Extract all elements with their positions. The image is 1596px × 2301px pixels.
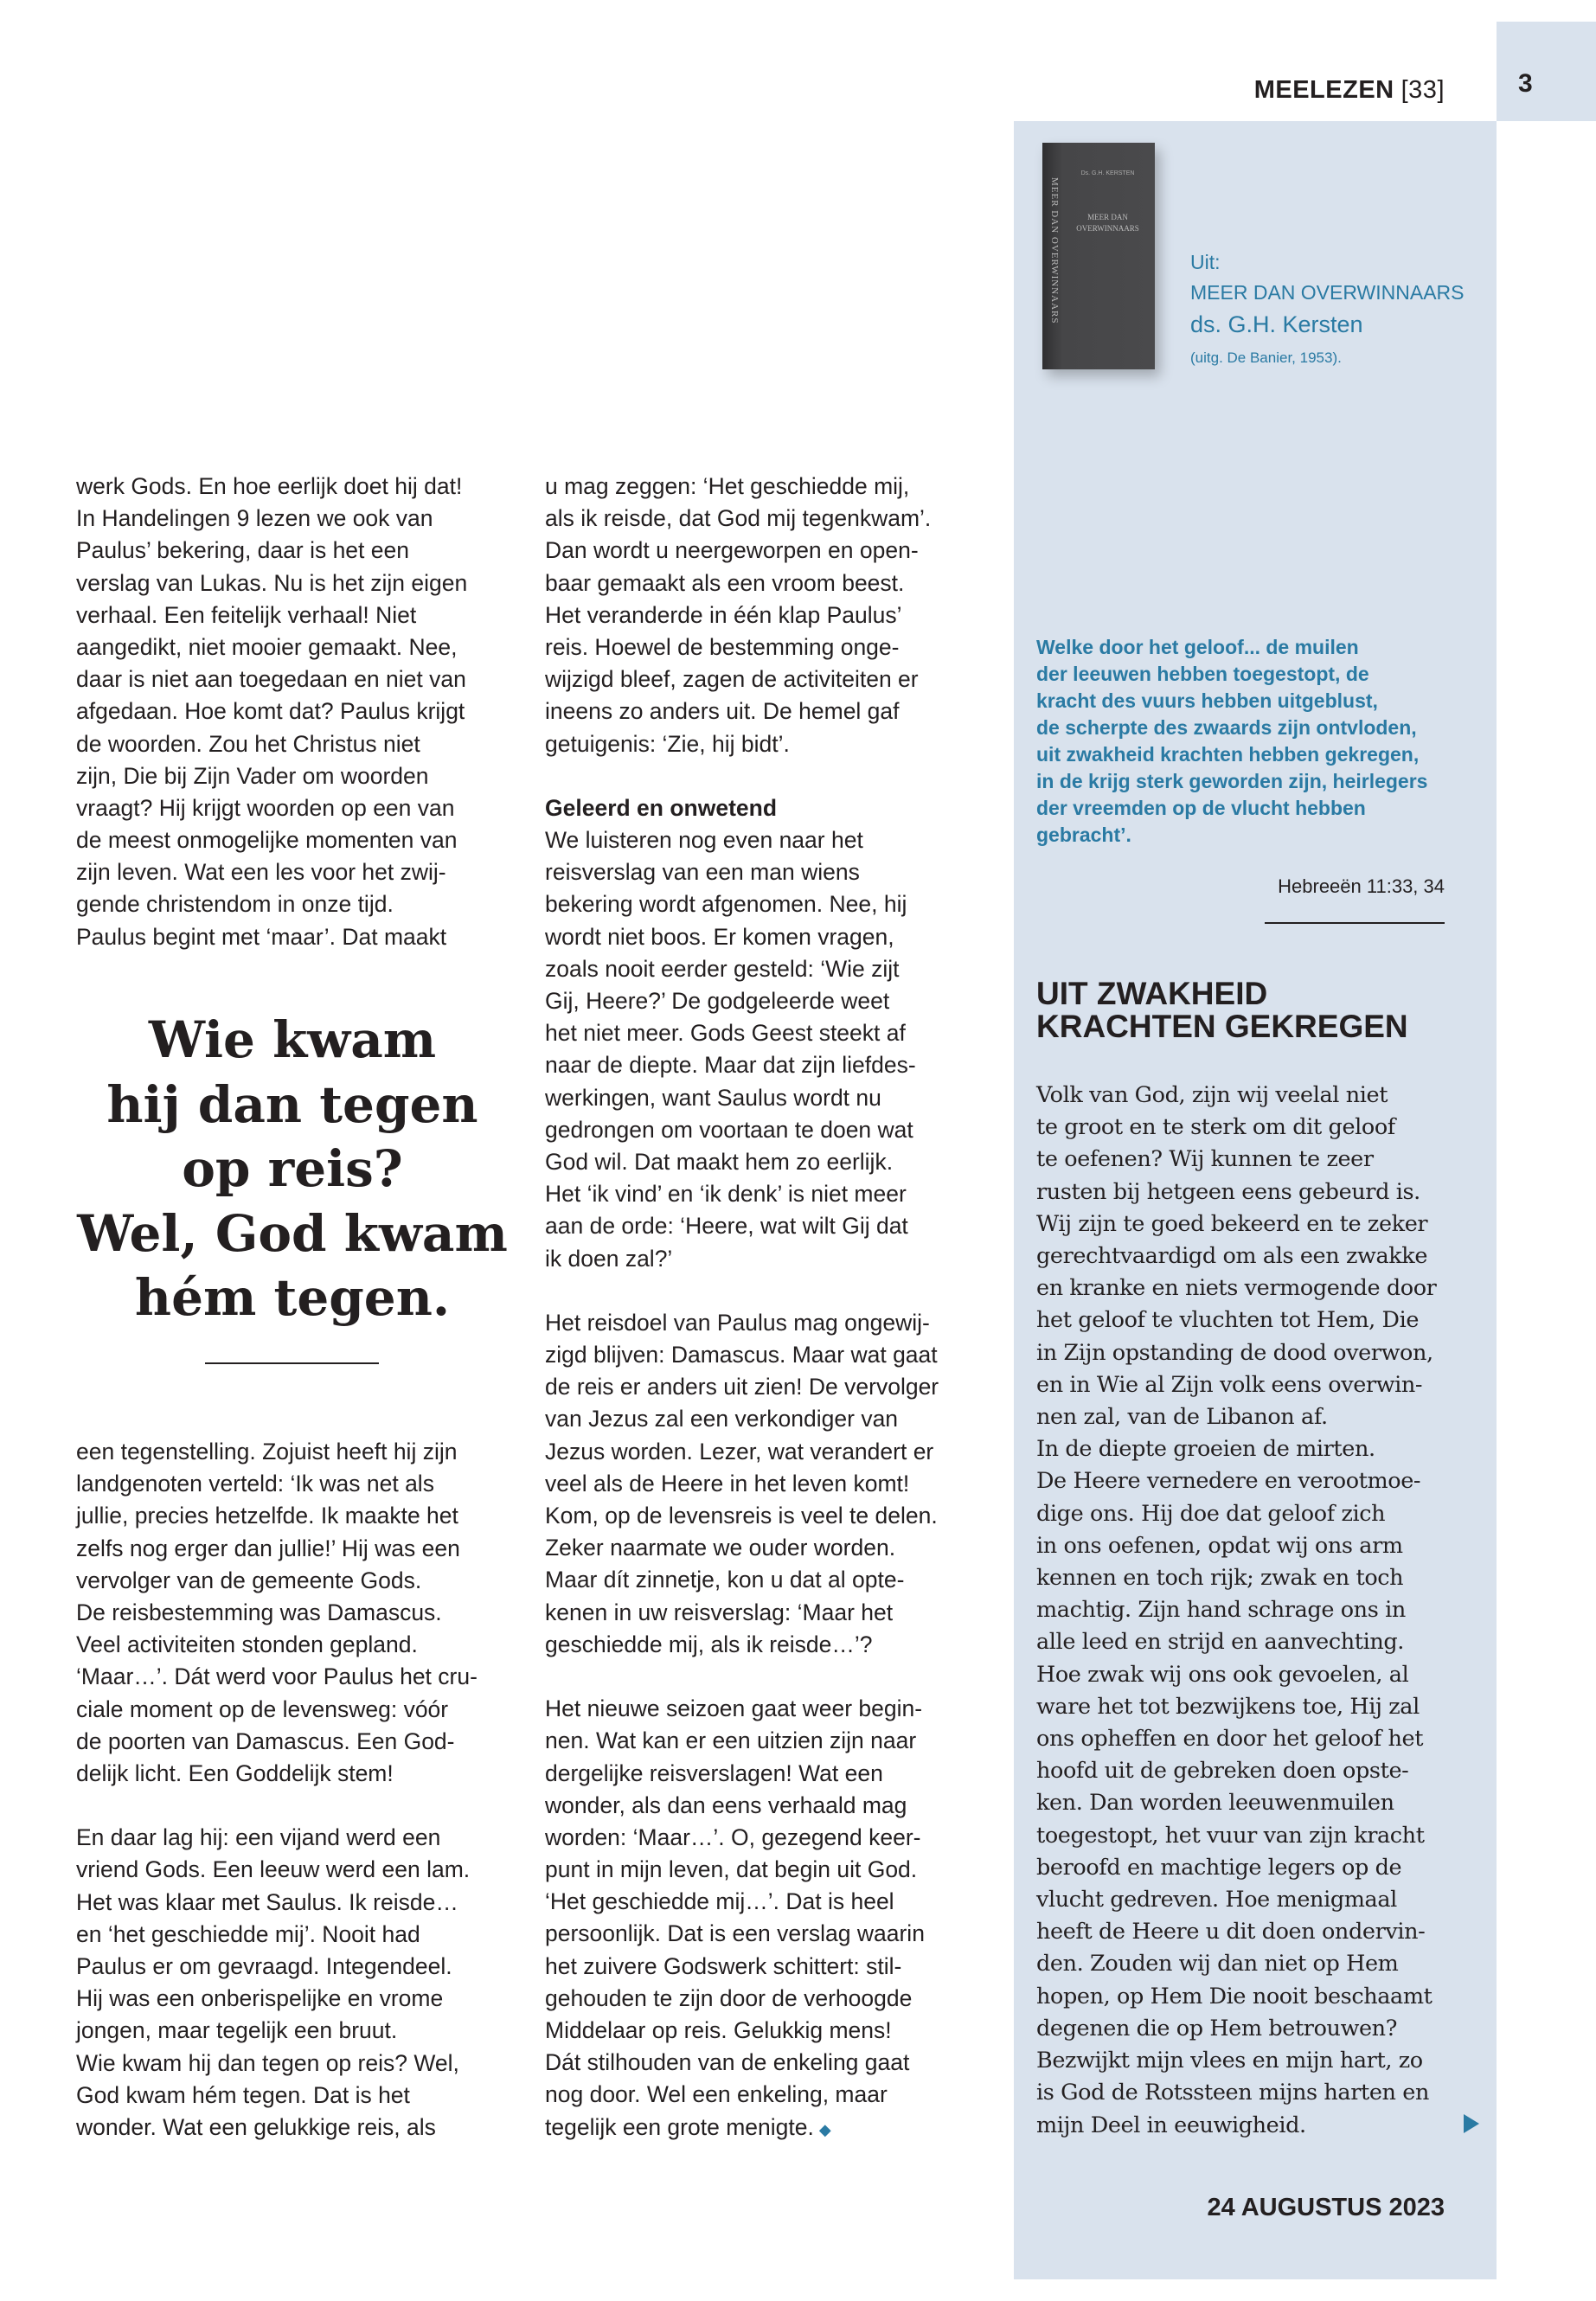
text-line: Hij was een onberispelijke en vrome — [76, 1985, 444, 2012]
bible-reference: Hebreeën 11:33, 34 — [1278, 875, 1445, 897]
text-line: heeft de Heere u dit doen ondervin- — [1036, 1919, 1426, 1945]
text-line: Dát stilhouden van de enkeling gaat — [545, 2049, 910, 2076]
blank-line — [545, 760, 939, 792]
text-line: Het reisdoel van Paulus mag ongewij- — [545, 1309, 930, 1336]
text-line: het niet meer. Gods Geest steekt af — [545, 1020, 906, 1047]
text-line: en kranke en niets vermogende door — [1036, 1275, 1437, 1302]
column1-text-bottom — [76, 1436, 478, 2144]
text-line: Wie kwam — [148, 1010, 437, 1069]
text-line: afgedaan. Hoe komt dat? Paulus krijgt — [76, 698, 465, 725]
text-line: en in Wie al Zijn volk eens overwin- — [1036, 1371, 1423, 1398]
text-line: ware het tot bezwijkens toe, Hij zal — [1036, 1693, 1420, 1720]
text-line: rusten bij hetgeen eens gebeurd is. — [1036, 1178, 1420, 1205]
text-line: gende christendom in onze tijd. — [76, 891, 394, 918]
text-line: Volk van God, zijn wij veelal niet — [1036, 1082, 1388, 1108]
text-line: van Jezus zal een verkondiger van — [545, 1406, 899, 1433]
text-line: aan de orde: ‘Heere, wat wilt Gij dat — [545, 1213, 908, 1240]
text-line: zelfs nog erger dan jullie!’ Hij was een — [76, 1535, 460, 1561]
text-line: Welke door het geloof... de muilen — [1036, 636, 1359, 658]
text-line: op reis? — [182, 1139, 403, 1199]
text-line: Paulus’ bekering, daar is het een — [76, 537, 409, 564]
text-line: gedrongen om voortaan te doen wat — [545, 1116, 913, 1143]
text-line: kenen in uw reisverslag: ‘Maar het — [545, 1599, 894, 1625]
page-number-tab — [1497, 22, 1596, 121]
text-line: als ik reisde, dat God mij tegenkwam’. — [545, 505, 932, 532]
text-line: Veel activiteiten stonden gepland. — [76, 1631, 418, 1658]
text-line: Paulus begint met ‘maar’. Dat maakt — [76, 923, 447, 950]
text-line: alle leed en strijd en aanvechting. — [1036, 1629, 1405, 1656]
subheading: Geleerd en onwetend — [545, 794, 778, 821]
text-line: Gij, Heere?’ De godgeleerde weet — [545, 988, 890, 1014]
text-line: tegelijk een grote menigte. ◆ — [545, 2113, 831, 2140]
text-line: Jezus worden. Lezer, wat verandert er — [545, 1438, 934, 1465]
text-line: Dan wordt u neergeworpen en open- — [545, 537, 919, 564]
continue-arrow-icon — [1464, 2114, 1479, 2133]
text-line: Kom, op de levensreis is veel te delen. — [545, 1503, 938, 1529]
text-line: wordt niet boos. Er komen vragen, — [545, 923, 894, 950]
text-line: gebracht’. — [1036, 824, 1131, 846]
text-line: vlucht gedreven. Hoe menigmaal — [1036, 1887, 1397, 1913]
book-title: MEER DAN OVERWINNAARS — [1190, 281, 1465, 304]
sidebar-article-body — [1036, 1080, 1436, 2142]
text-line: Maar dít zinnetje, kon u dat al opte- — [545, 1567, 905, 1593]
text-line: Bezwijkt mijn vlees en mijn hart, zo — [1036, 2048, 1423, 2074]
text-line: kennen en toch rijk; zwak en toch — [1036, 1565, 1404, 1592]
divider — [1265, 922, 1445, 924]
text-line: en ‘het geschiedde mij’. Nooit had — [76, 1920, 420, 1947]
text-line: verslag van Lukas. Nu is het zijn eigen — [76, 569, 468, 596]
text-line: te oefenen? Wij kunnen te zeer — [1036, 1146, 1374, 1173]
text-line: veel als de Heere in het leven komt! — [545, 1470, 910, 1497]
text-line: zijn leven. Wat een les voor het zwij- — [76, 859, 446, 886]
text-line: punt in mijn leven, dat begin uit God. — [545, 1856, 918, 1883]
text-line: een tegenstelling. Zojuist heeft hij zijn — [76, 1439, 458, 1465]
text-line: dergelijke reisverslagen! Wat een — [545, 1759, 883, 1786]
text-line: Het was klaar met Saulus. Ik reisde… — [76, 1888, 458, 1915]
text-line: werkingen, want Saulus wordt nu — [545, 1084, 881, 1111]
text-line: de poorten van Damascus. Een God- — [76, 1727, 455, 1754]
text-line: jullie, precies hetzelfde. Ik maakte het — [76, 1503, 458, 1529]
text-line: de reis er anders uit zien! De vervolger — [545, 1374, 939, 1400]
text-line: der vreemden op de vlucht hebben — [1036, 797, 1366, 819]
text-line: degenen die op Hem betrouwen? — [1036, 2015, 1397, 2041]
column1-text-top — [76, 471, 467, 953]
section-title: MEELEZEN — [1253, 76, 1394, 104]
text-line: der leeuwen hebben toegestopt, de — [1036, 663, 1369, 685]
text-line: delijk licht. Een Goddelijk stem! — [76, 1759, 394, 1786]
text-line: wonder. Wat een gelukkige reis, als — [76, 2113, 436, 2140]
text-line: vriend Gods. Een leeuw werd een lam. — [76, 1856, 471, 1883]
text-line: reis. Hoewel de bestemming onge- — [545, 633, 900, 660]
text-line: den. Zouden wij dan niet op Hem — [1036, 1951, 1399, 1977]
text-line: nen zal, van de Libanon af. — [1036, 1404, 1328, 1431]
text-line: Hoe zwak wij ons ook gevoelen, al — [1036, 1661, 1409, 1688]
text-line: nog door. Wel een enkeling, maar — [545, 2081, 888, 2108]
blank-line — [545, 1275, 939, 1307]
text-line: baar gemaakt als een vroom beest. — [545, 569, 905, 596]
text-line: Wel, God kwam — [77, 1203, 508, 1263]
text-line: God kwam hém tegen. Dat is het — [76, 2081, 410, 2108]
text-line: landgenoten verteld: ‘Ik was net als — [76, 1471, 434, 1497]
sidebar-heading — [1036, 977, 1408, 1043]
text-line: KRACHTEN GEKREGEN — [1036, 1009, 1408, 1044]
text-line: het zuivere Godswerk schittert: stil- — [545, 1952, 902, 1979]
text-line: verhaal. Een feitelijk verhaal! Niet — [76, 601, 417, 628]
text-line: vraagt? Hij krijgt woorden op een van — [76, 794, 455, 821]
running-header — [1254, 76, 1445, 105]
book-spine-text: MEER DAN OVERWINNAARS — [1049, 177, 1060, 324]
issue-date: 24 AUGUSTUS 2023 — [1207, 2194, 1445, 2221]
text-line: beroofd en machtige legers op de — [1036, 1854, 1402, 1881]
text-line: geschiedde mij, als ik reisde…’? — [545, 1631, 873, 1657]
blank-line — [545, 1661, 939, 1693]
text-line: machtig. Zijn hand schrage ons in — [1036, 1597, 1406, 1624]
text-line: de scherpte des zwaards zijn ontvloden, — [1036, 716, 1417, 739]
text-line: vervolger van de gemeente Gods. — [76, 1567, 422, 1593]
text-line: is God de Rotssteen mijns harten en — [1036, 2080, 1430, 2106]
text-line: wonder, als dan eens verhaald mag — [545, 1791, 907, 1818]
text-line: En daar lag hij: een vijand werd een — [76, 1824, 441, 1851]
text-line: ons opheffen en door het geloof het — [1036, 1726, 1424, 1753]
source-label: Uit: — [1190, 251, 1221, 273]
text-line: kracht des vuurs hebben uitgeblust, — [1036, 689, 1378, 712]
text-line: Het nieuwe seizoen gaat weer begin- — [545, 1695, 923, 1722]
book-cover-title: MEER DAN OVERWINNAARS — [1076, 213, 1139, 233]
text-line: hopen, op Hem Die nooit beschaamt — [1036, 1983, 1433, 2009]
text-line: in ons oefenen, opdat wij ons arm — [1036, 1532, 1403, 1559]
book-cover-author: Ds. G.H. KERSTEN — [1080, 170, 1135, 176]
text-line: UIT ZWAKHEID — [1036, 976, 1268, 1011]
pull-quote-divider — [205, 1362, 379, 1364]
text-line: daar is niet aan toegedaan en niet van — [76, 666, 466, 693]
text-line: u mag zeggen: ‘Het geschiedde mij, — [545, 473, 910, 499]
text-line: Middelaar op reis. Gelukkig mens! — [545, 2017, 892, 2043]
issue-number: [33] — [1401, 76, 1445, 104]
text-line: te groot en te sterk om dit geloof — [1036, 1114, 1395, 1141]
text-line: zoals nooit eerder gesteld: ‘Wie zijt — [545, 955, 900, 982]
column2-text — [545, 471, 939, 2144]
text-line: uit zwakheid krachten hebben gekregen, — [1036, 743, 1420, 766]
book-publisher: (uitg. De Banier, 1953). — [1190, 349, 1342, 366]
text-line: ‘Maar…’. Dát werd voor Paulus het cru- — [76, 1663, 478, 1690]
text-line: Wie kwam hij dan tegen op reis? Wel, — [76, 2049, 459, 2076]
text-line: gehouden te zijn door de verhoogde — [545, 1984, 913, 2011]
text-line: aangedikt, niet mooier gemaakt. Nee, — [76, 633, 458, 660]
text-line: reisverslag van een man wiens — [545, 859, 860, 886]
text-line: het geloof te vluchten tot Hem, Die — [1036, 1307, 1420, 1334]
text-line: We luisteren nog even naar het — [545, 827, 863, 854]
text-line: ‘Het geschiedde mij…’. Dat is heel — [545, 1888, 894, 1915]
text-line: worden: ‘Maar…’. O, gezegend keer- — [545, 1823, 921, 1850]
text-line: wijzigd bleef, zagen de activiteiten er — [545, 666, 919, 693]
text-line: hoofd uit de gebreken doen opste- — [1036, 1758, 1409, 1785]
text-line: de meest onmogelijke momenten van — [76, 827, 458, 854]
text-line: Paulus er om gevraagd. Integendeel. — [76, 1953, 452, 1979]
text-line: De reisbestemming was Damascus. — [76, 1599, 442, 1625]
text-line: jongen, maar tegelijk een bruut. — [76, 2017, 398, 2044]
text-line: mijn Deel in eeuwigheid. — [1036, 2112, 1306, 2138]
column2-part-a — [545, 471, 939, 792]
column2-part-b — [545, 824, 939, 2144]
text-line: naar de diepte. Maar dat zijn liefdes- — [545, 1052, 916, 1079]
text-line: hij dan tegen — [106, 1074, 478, 1134]
pull-quote — [76, 1008, 509, 1330]
text-line: in de krijg sterk geworden zijn, heirlegers — [1036, 770, 1428, 792]
text-line: ken. Dan worden leeuwenmuilen — [1036, 1790, 1394, 1817]
book-author: ds. G.H. Kersten — [1190, 311, 1363, 337]
text-line: nen. Wat kan er een uitzien zijn naar — [545, 1727, 917, 1754]
text-line: bekering wordt afgenomen. Nee, hij — [545, 891, 907, 918]
text-line: De Heere vernedere en verootmoe- — [1036, 1468, 1421, 1495]
text-line: zijn, Die bij Zijn Vader om woorden — [76, 762, 429, 789]
text-line: zigd blijven: Damascus. Maar wat gaat — [545, 1342, 938, 1368]
text-line: dige ons. Hij doe dat geloof zich — [1036, 1500, 1386, 1527]
text-line: God wil. Dat maakt hem zo eerlijk. — [545, 1148, 894, 1175]
text-line: In Handelingen 9 lezen we ook van — [76, 505, 433, 532]
book-cover-image — [1042, 143, 1155, 369]
text-line: Het ‘ik vind’ en ‘ik denk’ is niet meer — [545, 1181, 907, 1208]
text-line: ciale moment op de levensweg: vóór — [76, 1695, 449, 1722]
text-line: ineens zo anders uit. De hemel gaf — [545, 698, 900, 725]
bible-quote — [1036, 634, 1427, 849]
text-line: werk Gods. En hoe eerlijk doet hij dat! — [76, 473, 463, 499]
text-line: toegestopt, het vuur van zijn kracht — [1036, 1822, 1425, 1849]
text-line: gerechtvaardigd om als een zwakke — [1036, 1243, 1428, 1270]
text-line: getuigenis: ‘Zie, hij bidt’. — [545, 730, 790, 757]
text-line: ik doen zal?’ — [545, 1245, 673, 1272]
text-line: in Zijn opstanding de dood overwon, — [1036, 1339, 1433, 1366]
text-line: In de diepte groeien de mirten. — [1036, 1436, 1375, 1463]
text-line: Zeker naarmate we ouder worden. — [545, 1535, 896, 1561]
text-line: de woorden. Zou het Christus niet — [76, 730, 420, 757]
end-mark-diamond-icon: ◆ — [818, 2120, 831, 2138]
page-number: 3 — [1518, 69, 1533, 98]
blank-line — [76, 1790, 478, 1822]
text-line: Wij zijn te goed bekeerd en te zeker — [1036, 1210, 1428, 1237]
text-line: Het veranderde in één klap Paulus’ — [545, 601, 902, 628]
text-line: persoonlijk. Dat is een verslag waarin — [545, 1920, 925, 1947]
text-line: hém tegen. — [134, 1268, 451, 1328]
